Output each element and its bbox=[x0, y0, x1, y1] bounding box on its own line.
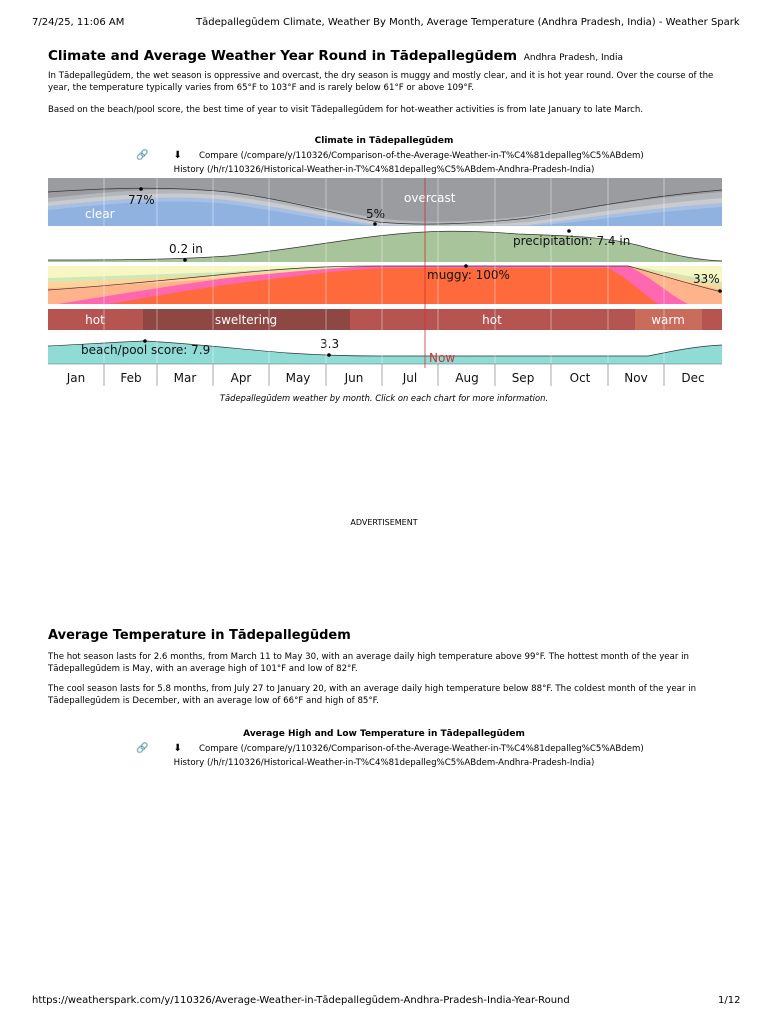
temperature-chart-title: Average High and Low Temperature in Tādepallegūdem bbox=[243, 729, 525, 739]
month-label: Nov bbox=[624, 371, 648, 385]
page-title-text: Climate and Average Weather Year Round in Tādepallegūdem bbox=[48, 48, 518, 64]
download-icon[interactable]: ⬇ bbox=[173, 150, 182, 161]
humidity-end-label: 33% bbox=[693, 272, 720, 286]
cloud-max-marker bbox=[139, 187, 143, 191]
month-label: Jun bbox=[344, 371, 364, 385]
precip-max-marker bbox=[567, 229, 571, 233]
month-label: Feb bbox=[120, 371, 142, 385]
precip-max-label: precipitation: 7.4 in bbox=[513, 234, 631, 248]
month-label: Aug bbox=[455, 371, 479, 385]
cool-season-paragraph: The cool season lasts for 5.8 months, from July 27 to January 20, with an average daily high temperature below 88°F. The coldest month of the year in Tādepallegūdem is December, with an average low of 66°F and high of 85°F. bbox=[48, 684, 697, 706]
advertisement-label: ADVERTISEMENT bbox=[350, 518, 418, 527]
humidity-max-label: muggy: 100% bbox=[427, 268, 510, 282]
overcast-label: overcast bbox=[404, 191, 456, 205]
link-icon[interactable]: 🔗 bbox=[136, 150, 149, 161]
month-label: Jul bbox=[402, 371, 418, 385]
beach-max-label: beach/pool score: 7.9 bbox=[81, 343, 211, 357]
hot-season-paragraph: The hot season lasts for 2.6 months, from March 11 to May 30, with an average daily high temperature above 99°F. The hottest month of the year in Tādepallegūdem is May, with an average high of 101°F and low of 82°F. bbox=[48, 652, 689, 674]
history-link[interactable]: History (/h/r/110326/Historical-Weather-in-T%C4%81depalleg%C5%ABdem-Andhra-Pradesh-India) bbox=[173, 758, 595, 768]
print-datetime: 7/24/25, 11:06 AM bbox=[32, 17, 125, 28]
temp-band-label-3: hot bbox=[482, 313, 502, 327]
download-icon[interactable]: ⬇ bbox=[173, 743, 182, 754]
compare-link[interactable]: Compare (/compare/y/110326/Comparison-of-the-Average-Weather-in-T%C4%81depalleg%C5%ABdem) bbox=[198, 744, 644, 754]
clear-label: clear bbox=[85, 207, 115, 221]
humidity-band[interactable] bbox=[48, 264, 722, 304]
temp-band-label-1: hot bbox=[85, 313, 105, 327]
temp-band-label-2: sweltering bbox=[214, 313, 278, 327]
temperature-band[interactable] bbox=[48, 309, 722, 330]
print-page-number: 1/12 bbox=[718, 995, 741, 1006]
climate-summary-chart[interactable] bbox=[48, 178, 722, 393]
month-label: Jan bbox=[66, 371, 86, 385]
cloud-max-label: 77% bbox=[128, 193, 155, 207]
climate-chart-title: Climate in Tādepallegūdem bbox=[314, 136, 454, 146]
climate-chart-caption: Tādepallegūdem weather by month. Click on each chart for more information. bbox=[219, 393, 549, 403]
cloud-min-label: 5% bbox=[366, 207, 386, 221]
month-label: May bbox=[285, 371, 311, 385]
beach-score-band[interactable] bbox=[48, 337, 722, 365]
temperature-chart-links bbox=[136, 743, 644, 754]
page-title bbox=[48, 48, 623, 64]
temp-band-label-4: warm bbox=[651, 313, 685, 327]
link-icon[interactable]: 🔗 bbox=[136, 743, 149, 754]
compare-link[interactable]: Compare (/compare/y/110326/Comparison-of-the-Average-Weather-in-T%C4%81depalleg%C5%ABdem) bbox=[198, 151, 644, 161]
cloud-min-marker bbox=[373, 222, 377, 226]
month-label: Mar bbox=[173, 371, 197, 385]
best-time-paragraph: Based on the beach/pool score, the best time of year to visit Tādepallegūdem for hot-weather activities is from late January to late March. bbox=[48, 105, 644, 115]
month-label: Dec bbox=[681, 371, 705, 385]
precipitation-band[interactable] bbox=[48, 229, 722, 262]
location-subtitle: Andhra Pradesh, India bbox=[523, 53, 624, 63]
climate-chart-links bbox=[136, 150, 644, 161]
month-label: Sep bbox=[511, 371, 535, 385]
precip-min-label: 0.2 in bbox=[169, 242, 203, 256]
month-label: Oct bbox=[569, 371, 591, 385]
beach-min-marker bbox=[327, 353, 331, 357]
now-label: Now bbox=[429, 351, 456, 365]
print-page-title: Tādepallegūdem Climate, Weather By Month, Average Temperature (Andhra Pradesh, India) - Weather Spark bbox=[196, 17, 740, 28]
month-label: Apr bbox=[230, 371, 252, 385]
humidity-end-marker bbox=[718, 289, 722, 293]
beach-min-label: 3.3 bbox=[320, 337, 340, 351]
intro-paragraph: In Tādepallegūdem, the wet season is oppressive and overcast, the dry season is muggy and mostly clear, and it is hot year round. Over the course of the year, the temperature typically varies from 65°F to 103°F and is rarely below 61°F or above 109°F. bbox=[48, 71, 714, 93]
month-axis bbox=[66, 371, 705, 385]
print-url: https://weatherspark.com/y/110326/Average-Weather-in-Tādepallegūdem-Andhra-Pradesh-India-Year-Round bbox=[32, 995, 570, 1006]
cloud-cover-band[interactable] bbox=[48, 178, 722, 226]
precip-min-marker bbox=[183, 258, 187, 262]
section-title-average-temperature: Average Temperature in Tādepallegūdem bbox=[48, 628, 351, 643]
history-link[interactable]: History (/h/r/110326/Historical-Weather-in-T%C4%81depalleg%C5%ABdem-Andhra-Pradesh-India) bbox=[173, 165, 595, 175]
